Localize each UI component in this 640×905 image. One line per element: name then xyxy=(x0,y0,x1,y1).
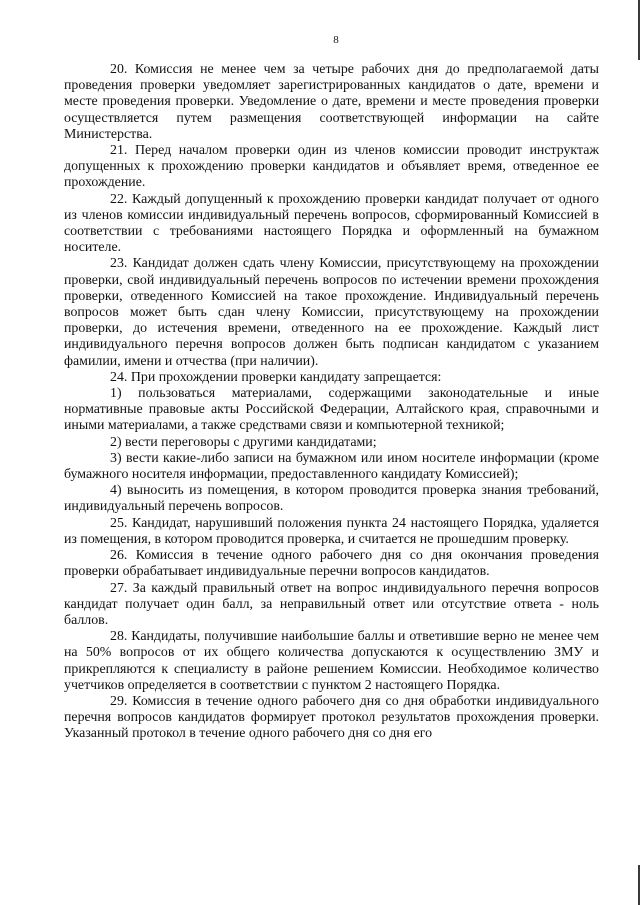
paragraph-25: 25. Кандидат, нарушивший положения пункта 24 настоящего Порядка, удаляется из помещения, в котором проводится проверка, и считается не прошедшим проверку. xyxy=(64,515,599,547)
paragraph-24-item-4: 4) выносить из помещения, в котором проводится проверка знания требований, индивидуальный перечень вопросов. xyxy=(64,483,599,515)
paragraph-22: 22. Каждый допущенный к прохождению проверки кандидат получает от одного из членов комиссии индивидуальный перечень вопросов, сформированный Комиссией в соответствии с требованиями настоящего Порядка и оформленный на бумажном носителе. xyxy=(64,191,599,256)
paragraph-24-item-2: 2) вести переговоры с другими кандидатами; xyxy=(110,434,377,450)
paragraph-24-item-3: 3) вести какие-либо записи на бумажном или ином носителе информации (кроме бумажного носителя информации, предоставленного кандидату Комиссией); xyxy=(64,450,599,483)
paragraph-21: 21. Перед началом проверки один из членов комиссии проводит инструктаж допущенных к прохождению проверки кандидатов и объявляет время, отведенное ее прохождение. xyxy=(64,143,599,191)
paragraph-28: 28. Кандидаты, получившие наибольшие баллы и ответившие верно не менее чем на 50% вопросов от их общего количества допускаются к осуществлению ЗМУ и прикрепляются к специалисту в районе решением Комиссии. Необходимое количество учетчиков определяется в соответствии с пунктом 2 настоящего Порядка. xyxy=(64,629,599,693)
paragraph-27: 27. За каждый правильный ответ на вопрос индивидуального перечня вопросов кандидат получает один балл, за неправильный ответ или отсутствие ответа - ноль баллов. xyxy=(64,580,599,628)
paragraph-29: 29. Комиссия в течение одного рабочего дня со дня обработки индивидуального перечня вопросов кандидатов формирует протокол результатов прохождения проверки. Указанный протокол в течение одного рабочего дня со дня его xyxy=(64,693,599,742)
paragraph-23: 23. Кандидат должен сдать члену Комиссии, присутствующему на прохождении проверки, свой индивидуальный перечень вопросов по истечении времени прохождения проверки, отведенного Комиссией на такое прохождение. Индивидуальный перечень вопросов может быть сдан члену Комиссии, присутствующему на прохождении проверки, до истечения времени, отведенного на ее прохождение. Каждый лист индивидуального перечня вопросов должен быть подписан кандидатом с указанием фамилии, имени и отчества (при наличии). xyxy=(64,256,599,369)
paragraph-24-item-1: 1) пользоваться материалами, содержащими законодательные и иные нормативные правовые акты Российской Федерации, Алтайского края, справочными и иными материалами, а также средствами связи и компьютерной техникой; xyxy=(64,386,599,434)
paragraph-26: 26. Комиссия в течение одного рабочего дня со дня окончания проведения проверки обрабатывает индивидуальные перечни вопросов кандидатов. xyxy=(64,548,599,580)
paragraph-24: 24. При прохождении проверки кандидату запрещается: xyxy=(110,369,442,385)
page-number: 8 xyxy=(333,34,339,46)
document-body xyxy=(64,62,599,743)
paragraph-20: 20. Комиссия не менее чем за четыре рабочих дня до предполагаемой даты проведения проверки уведомляет зарегистрированных кандидатов о дате, времени и месте проведения проверки. Уведомление о дате, времени и месте проведения проверки осуществляется путем размещения соответствующей информации на сайте Министерства. xyxy=(64,62,599,142)
